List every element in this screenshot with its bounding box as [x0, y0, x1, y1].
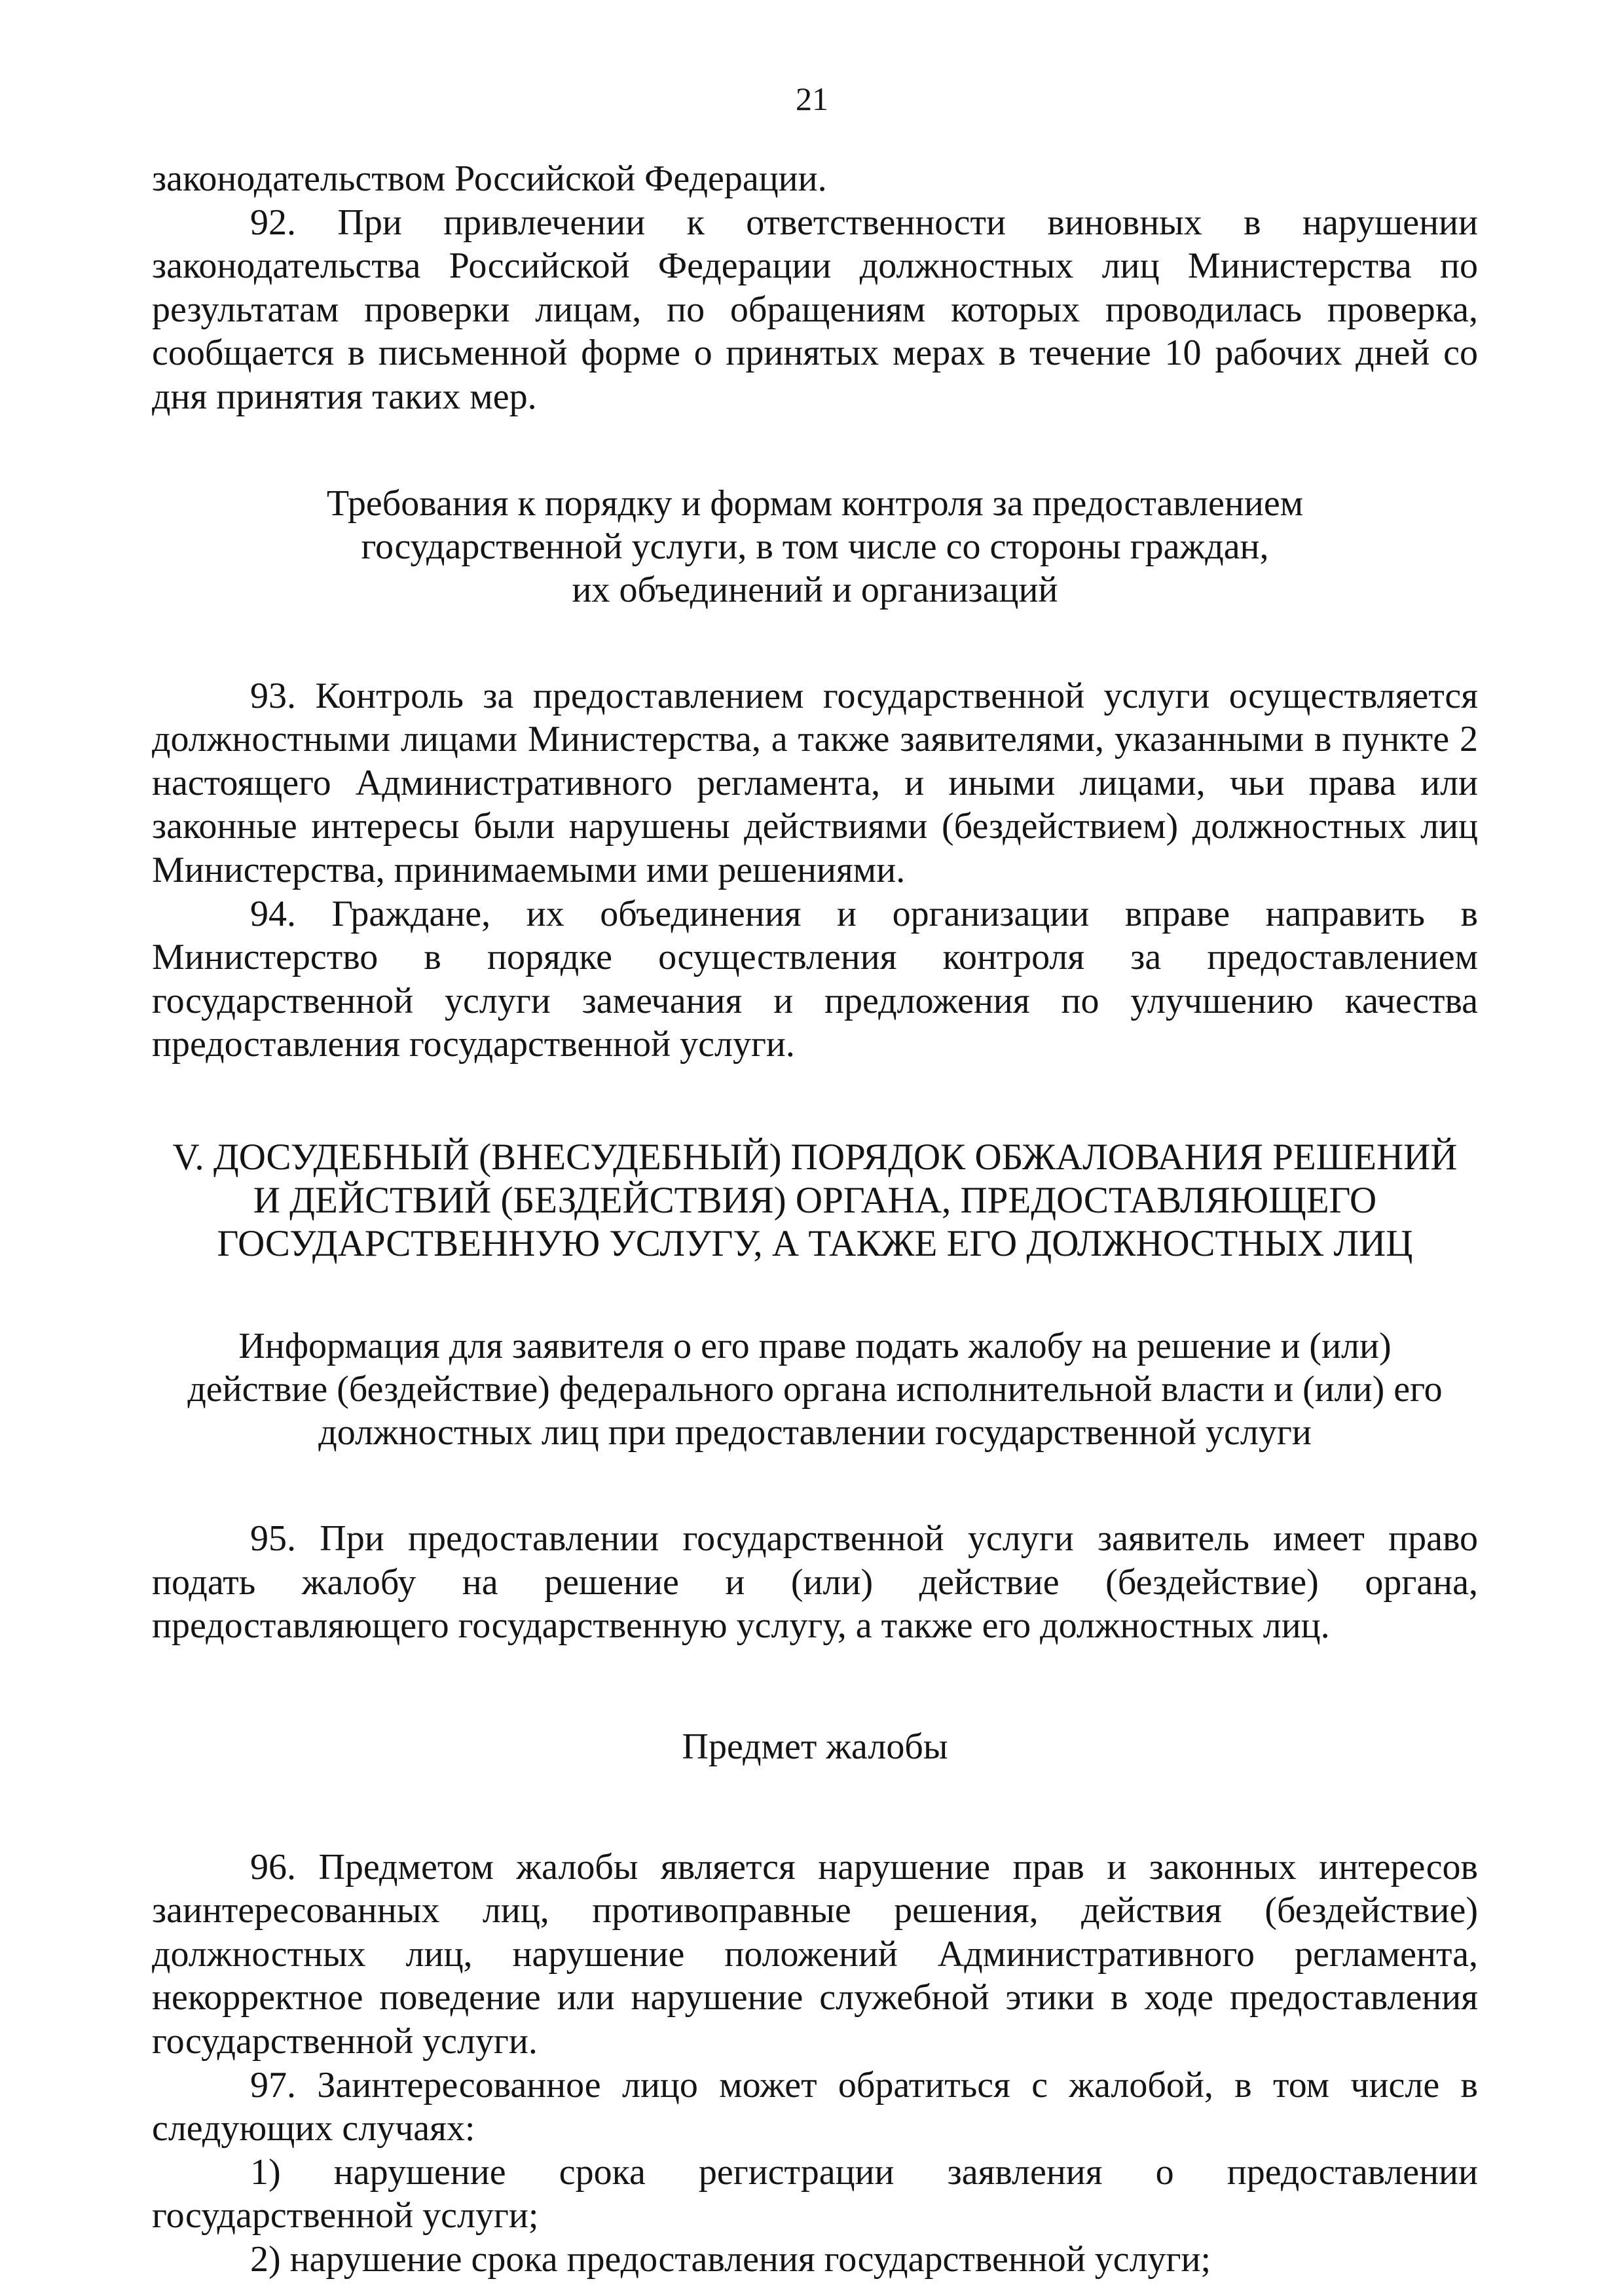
heading-complaint-subject: Предмет жалобы	[682, 1726, 948, 1767]
section-title-line: ГОСУДАРСТВЕННУЮ УСЛУГУ, А ТАКЖЕ ЕГО ДОЛЖНОСТНЫХ ЛИЦ	[217, 1222, 1413, 1264]
list-item-2: 2) нарушение срока предоставления государственной услуги;	[250, 2239, 1211, 2280]
section-v-title	[152, 1136, 1478, 1266]
paragraph-96: 96. Предметом жалобы является нарушение прав и законных интересов заинтересованных лиц, противоправные решения, действия (бездействие) должностных лиц, нарушение положений Административного регламента, некорректное поведение или нарушение служебной этики в ходе предоставления государственной услуги.	[152, 1846, 1478, 2062]
document-body	[152, 157, 1478, 2282]
paragraph-97: 97. Заинтересованное лицо может обратиться с жалобой, в том числе в следующих случаях:	[152, 2064, 1478, 2149]
section-title-line: V. ДОСУДЕБНЫЙ (ВНЕСУДЕБНЫЙ) ПОРЯДОК ОБЖАЛОВАНИЯ РЕШЕНИЙ	[172, 1136, 1458, 1178]
page-number: 21	[796, 81, 828, 117]
paragraph-94: 94. Граждане, их объединения и организации вправе направить в Министерство в порядке осуществления контроля за предоставлением государственной услуги замечания и предложения по улучшению качества предоставления государственной услуги.	[152, 893, 1478, 1065]
paragraph-95: 95. При предоставлении государственной услуги заявитель имеет право подать жалобу на решение и (или) действие (бездействие) органа, предоставляющего государственную услугу, а также его должностных лиц.	[152, 1518, 1478, 1647]
heading-complaint-info	[152, 1324, 1478, 1454]
heading-line: государственной услуги, в том числе со стороны граждан,	[361, 526, 1269, 567]
paragraph-92: 92. При привлечении к ответственности виновных в нарушении законодательства Российской Федерации должностных лиц Министерства по результатам проверки лицам, по обращениям которых проводилась проверка, сообщается в письменной форме о принятых мерах в течение 10 рабочих дней со дня принятия таких мер.	[152, 202, 1478, 417]
heading-line: Требования к порядку и формам контроля за предоставлением	[326, 483, 1304, 524]
section-title-line: И ДЕЙСТВИЙ (БЕЗДЕЙСТВИЯ) ОРГАНА, ПРЕДОСТАВЛЯЮЩЕГО	[253, 1179, 1377, 1221]
heading-line: их объединений и организаций	[572, 569, 1058, 610]
paragraph-continuation: законодательством Российской Федерации.	[152, 158, 827, 199]
heading-line: должностных лиц при предоставлении государственной услуги	[318, 1412, 1312, 1453]
heading-line: Информация для заявителя о его праве подать жалобу на решение и (или)	[238, 1325, 1392, 1366]
paragraph-93: 93. Контроль за предоставлением государственной услуги осуществляется должностными лицами Министерства, а также заявителями, указанными в пункте 2 настоящего Административного регламента, и иными лицами, чьи права или законные интересы были нарушены действиями (бездействием) должностных лиц Министерства, принимаемыми ими решениями.	[152, 675, 1478, 890]
heading-control-requirements	[152, 482, 1478, 611]
heading-line: действие (бездействие) федерального органа исполнительной власти и (или) его	[187, 1368, 1443, 1410]
list-item-1: 1) нарушение срока регистрации заявления о предоставлении государственной услуги;	[152, 2151, 1478, 2236]
